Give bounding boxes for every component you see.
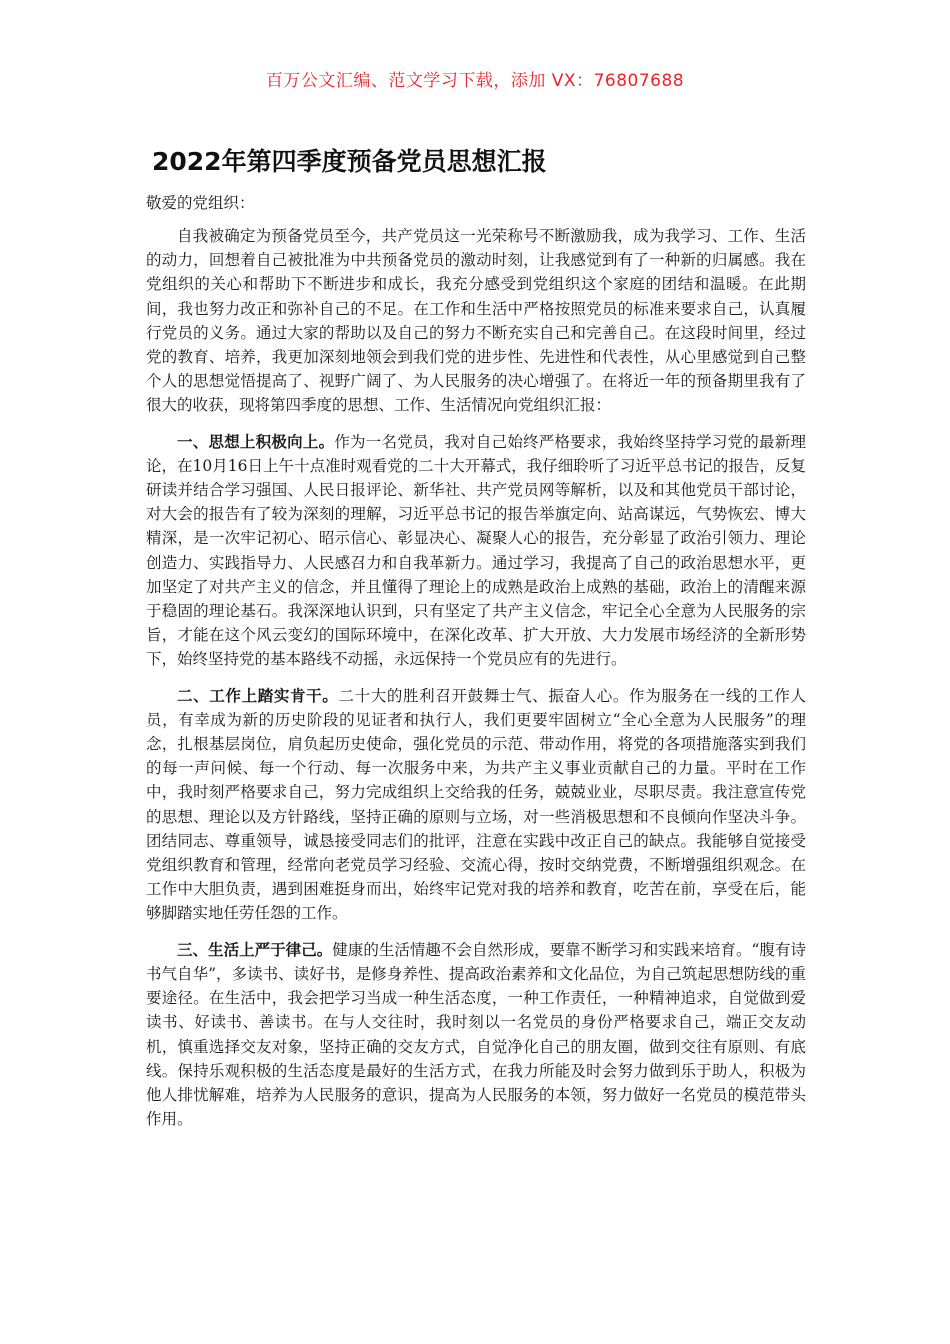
paragraph-heading: 三、生活上严于律己。 — [177, 940, 333, 959]
paragraph-text: 健康的生活情趣不会自然形成，要靠不断学习和实践来培育。“腹有诗书气自华”，多读书、读好书，是修身养性、提高政治素养和文化品位，为自己筑起思想防线的重要途径。在生活中，我会把学习当成一种生活态度，一种工作责任，一种精神追求，自觉做到爱读书、好读书、善读书。在与人交往时，我时刻以一名党员的身份严格要求自己，端正交友动机，慎重选择交友对象，坚持正确的交友方式，自觉净化自己的朋友圈，做到交往有原则、有底线。保持乐观积极的生活态度是最好的生活方式，在我力所能及时会努力做到乐于助人，积极为他人排忧解难，培养为人民服务的意识，提高为人民服务的本领，努力做好一名党员的模范带头作用。 — [146, 940, 806, 1129]
paragraph-life — [146, 938, 806, 1132]
document-title: 2022年第四季度预备党员思想汇报 — [152, 147, 547, 176]
paragraph-text: 二十大的胜利召开鼓舞士气、振奋人心。作为服务在一线的工作人员，有幸成为新的历史阶段的见证者和执行人，我们更要牢固树立“全心全意为人民服务”的理念，扎根基层岗位，肩负起历史使命，强化党员的示范、带动作用，将党的各项措施落实到我们的每一声问候、每一个行动、每一次服务中来，为共产主义事业贡献自己的力量。平时在工作中，我时刻严格要求自己，努力完成组织上交给我的任务，兢兢业业，尽职尽责。我注意宣传党的思想、理论以及方针路线，坚持正确的原则与立场，对一些消极思想和不良倾向作坚决斗争。团结同志、尊重领导，诚恳接受同志们的批评，注意在实践中改正自己的缺点。我能够自觉接受党组织教育和管理，经常向老党员学习经验、交流心得，按时交纳党费，不断增强组织观念。在工作中大胆负责，遇到困难挺身而出，始终牢记党对我的培养和教育，吃苦在前，享受在后，能够脚踏实地任劳任怨的工作。 — [146, 686, 806, 923]
paragraph-text: 自我被确定为预备党员至今，共产党员这一光荣称号不断激励我，成为我学习、工作、生活的动力，回想着自己被批准为中共预备党员的激动时刻，让我感觉到有了一种新的归属感。我在党组织的关心和帮助下不断进步和成长，我充分感受到党组织这个家庭的团结和温暖。在此期间，我也努力改正和弥补自己的不足。在工作和生活中严格按照党员的标准来要求自己，认真履行党员的义务。通过大家的帮助以及自己的努力不断充实自己和完善自己。在这段时间里，经过党的教育、培养，我更加深刻地领会到我们党的进步性、先进性和代表性，从心里感觉到自己整个人的思想觉悟提高了、视野广阔了、为人民服务的决心增强了。在将近一年的预备期里我有了很大的收获，现将第四季度的思想、工作、生活情况向党组织汇报： — [146, 227, 806, 415]
header-banner: 百万公文汇编、范文学习下载，添加 VX：76807688 — [265, 71, 685, 91]
paragraph-thought — [146, 430, 806, 672]
paragraph-text: 作为一名党员，我对自己始终严格要求，我始终坚持学习党的最新理论，在10月16日上午十点准时观看党的二十大开幕式，我仔细聆听了习近平总书记的报告，反复研读并结合学习强国、人民日报评论、新华社、共产党员网等解析，以及和其他党员干部讨论，对大会的报告有了较为深刻的理解，习近平总书记的报告举旗定向、站高谋远，气势恢宏、博大精深，是一次牢记初心、昭示信心、彰显决心、凝聚人心的报告，充分彰显了政治引领力、理论创造力、实践指导力、人民感召力和自我革新力。通过学习，我提高了自己的政治思想水平，更加坚定了对共产主义的信念，并且懂得了理论上的成熟是政治上成熟的基础，政治上的清醒来源于稳固的理论基石。我深深地认识到，只有坚定了共产主义信念，牢记全心全意为人民服务的宗旨，才能在这个风云变幻的国际环境中，在深化改革、扩大开放、大力发展市场经济的全新形势下，始终坚持党的基本路线不动摇，永远保持一个党员应有的先进行。 — [146, 432, 806, 669]
paragraph-work — [146, 684, 806, 926]
document-body — [146, 224, 806, 1143]
salutation: 敬爱的党组织： — [146, 194, 255, 212]
paragraph-heading: 二、工作上踏实肯干。 — [177, 686, 339, 705]
paragraph-heading: 一、思想上积极向上。 — [177, 432, 335, 451]
paragraph-intro — [146, 224, 806, 418]
